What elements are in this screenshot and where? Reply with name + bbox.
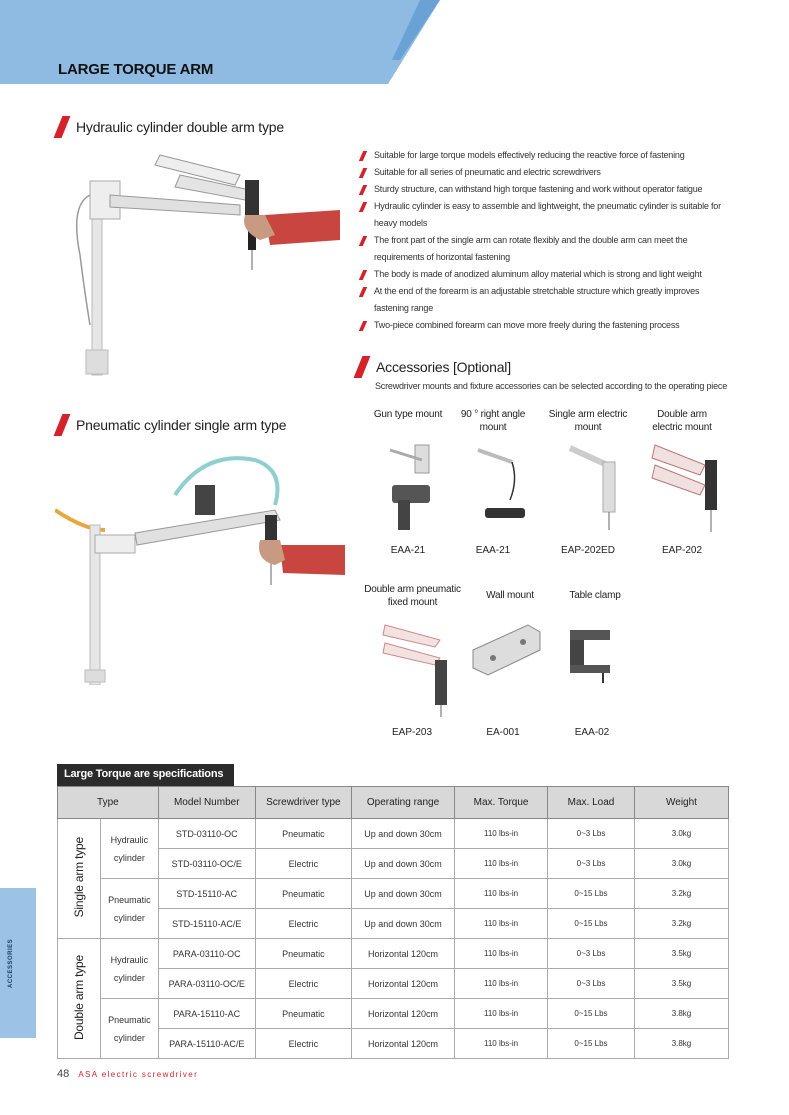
side-tab-label: ACCESSORIES — [8, 938, 14, 988]
accessory-code: EAA-02 — [574, 727, 610, 738]
accessory-wall-mount: Wall mount — [486, 590, 534, 601]
accessory-double-arm-pneumatic-fixed-mount: Double arm pneumatic fixed mount — [364, 584, 461, 608]
accessory-double-arm-electric-mount: Double arm electric mount — [652, 409, 712, 433]
accessory-table-clamp: Table clamp — [569, 590, 621, 601]
table-header-row — [58, 787, 729, 819]
footer-brand: ASA electric screwdriver — [78, 1070, 199, 1079]
section-heading-hydraulic — [58, 116, 284, 138]
accessory-code: EAA-21 — [475, 545, 511, 556]
red-slash-icon — [359, 270, 367, 280]
right-angle-mount-image — [470, 440, 530, 530]
header-cell: Max. Load — [548, 787, 635, 819]
feature-item: Suitable for all series of pneumatic and electric screwdrivers — [358, 164, 730, 181]
red-slash-icon — [359, 185, 367, 195]
accessory-single-arm-electric-mount: Single arm electric mount — [548, 409, 628, 433]
red-slash-icon — [359, 236, 367, 246]
spec-table-title: Large Torque are specifications — [57, 764, 234, 786]
header-cell: Max. Torque — [455, 787, 548, 819]
group-cell: Single arm type — [58, 819, 101, 939]
accessory-code: EAP-203 — [391, 727, 433, 738]
accessory-code: EAP-202ED — [561, 545, 615, 556]
header-cell: Type — [58, 787, 159, 819]
accessory-right-angle-mount: 90 ° right angle mount — [460, 409, 526, 433]
header-cell: Model Number — [158, 787, 255, 819]
section-title: Hydraulic cylinder double arm type — [76, 119, 284, 135]
section-heading-accessories — [358, 356, 511, 378]
table-row: PARA-15110-AC/E Electric Horizontal 120cm 110 lbs-in 0~15 Lbs 3.8kg — [58, 1029, 729, 1059]
section-title: Pneumatic cylinder single arm type — [76, 417, 287, 433]
table-row: Single arm type Hydraulic cylinder STD-03110-OC Pneumatic Up and down 30cm 110 lbs-in 0~3 Lbs 3.0kg — [58, 819, 729, 849]
accessories-subtitle: Screwdriver mounts and fixture accessories can be selected according to the operating piece — [375, 381, 727, 391]
red-slash-icon — [359, 202, 367, 212]
side-tab-accessories[interactable] — [0, 888, 36, 1038]
feature-item: Hydraulic cylinder is easy to assemble and lightweight, the pneumatic cylinder is suitable for heavy models — [358, 198, 730, 232]
feature-item: Sturdy structure, can withstand high torque fastening and work without operator fatigue — [358, 181, 730, 198]
table-row: Pneumatic cylinder STD-15110-AC Pneumatic Up and down 30cm 110 lbs-in 0~15 Lbs 3.2kg — [58, 879, 729, 909]
subgroup-cell: Pneumatic cylinder — [101, 999, 159, 1059]
page-number: 48 — [57, 1068, 70, 1080]
feature-item: Suitable for large torque models effectively reducing the reactive force of fastening — [358, 147, 730, 164]
spec-table — [57, 786, 729, 1059]
accessory-code: EA-001 — [486, 727, 520, 738]
feature-item: The body is made of anodized aluminum alloy material which is strong and light weight — [358, 266, 730, 283]
table-row: STD-15110-AC/E Electric Up and down 30cm 110 lbs-in 0~15 Lbs 3.2kg — [58, 909, 729, 939]
feature-list — [358, 147, 730, 334]
red-slash-icon — [359, 321, 367, 331]
red-slash-icon — [54, 116, 71, 138]
red-slash-icon — [359, 168, 367, 178]
page-title: LARGE TORQUE ARM — [58, 61, 214, 78]
table-row: Pneumatic cylinder PARA-15110-AC Pneumatic Horizontal 120cm 110 lbs-in 0~15 Lbs 3.8kg — [58, 999, 729, 1029]
accessory-code: EAA-21 — [390, 545, 426, 556]
header-cell: Screwdriver type — [255, 787, 351, 819]
table-row: STD-03110-OC/E Electric Up and down 30cm 110 lbs-in 0~3 Lbs 3.0kg — [58, 849, 729, 879]
wall-mount-image — [468, 620, 548, 690]
header-cell: Operating range — [352, 787, 455, 819]
red-slash-icon — [359, 151, 367, 161]
red-slash-icon — [54, 414, 71, 436]
group-cell: Double arm type — [58, 939, 101, 1059]
red-slash-icon — [359, 287, 367, 297]
section-title: Accessories [Optional] — [376, 359, 511, 375]
section-heading-pneumatic — [58, 414, 286, 436]
double-arm-electric-mount-image — [650, 440, 720, 540]
table-row: PARA-03110-OC/E Electric Horizontal 120cm 110 lbs-in 0~3 Lbs 3.5kg — [58, 969, 729, 999]
header-cell: Weight — [634, 787, 728, 819]
single-arm-electric-mount-image — [565, 440, 625, 540]
subgroup-cell: Hydraulic cylinder — [101, 939, 159, 999]
double-arm-pneumatic-fixed-mount-image — [380, 615, 450, 720]
feature-item: The front part of the single arm can rotate flexibly and the double arm can meet the requirements of horizontal fastening — [358, 232, 730, 266]
feature-item: At the end of the forearm is an adjustable stretchable structure which greatly improves fastening range — [358, 283, 730, 317]
table-row: Double arm type Hydraulic cylinder PARA-03110-OC Pneumatic Horizontal 120cm 110 lbs-in 0~3 Lbs 3.5kg — [58, 939, 729, 969]
accessory-code: EAP-202 — [661, 545, 703, 556]
table-clamp-image — [565, 625, 615, 685]
subgroup-cell: Pneumatic cylinder — [101, 879, 159, 939]
gun-type-mount-image — [380, 440, 440, 540]
subgroup-cell: Hydraulic cylinder — [101, 819, 159, 879]
hydraulic-arm-photo — [60, 145, 350, 380]
pneumatic-arm-photo — [55, 445, 345, 685]
red-slash-icon — [354, 356, 371, 378]
footer — [57, 1068, 198, 1080]
feature-item: Two-piece combined forearm can move more freely during the fastening process — [358, 317, 730, 334]
accessory-gun-type-mount: Gun type mount — [373, 409, 443, 420]
